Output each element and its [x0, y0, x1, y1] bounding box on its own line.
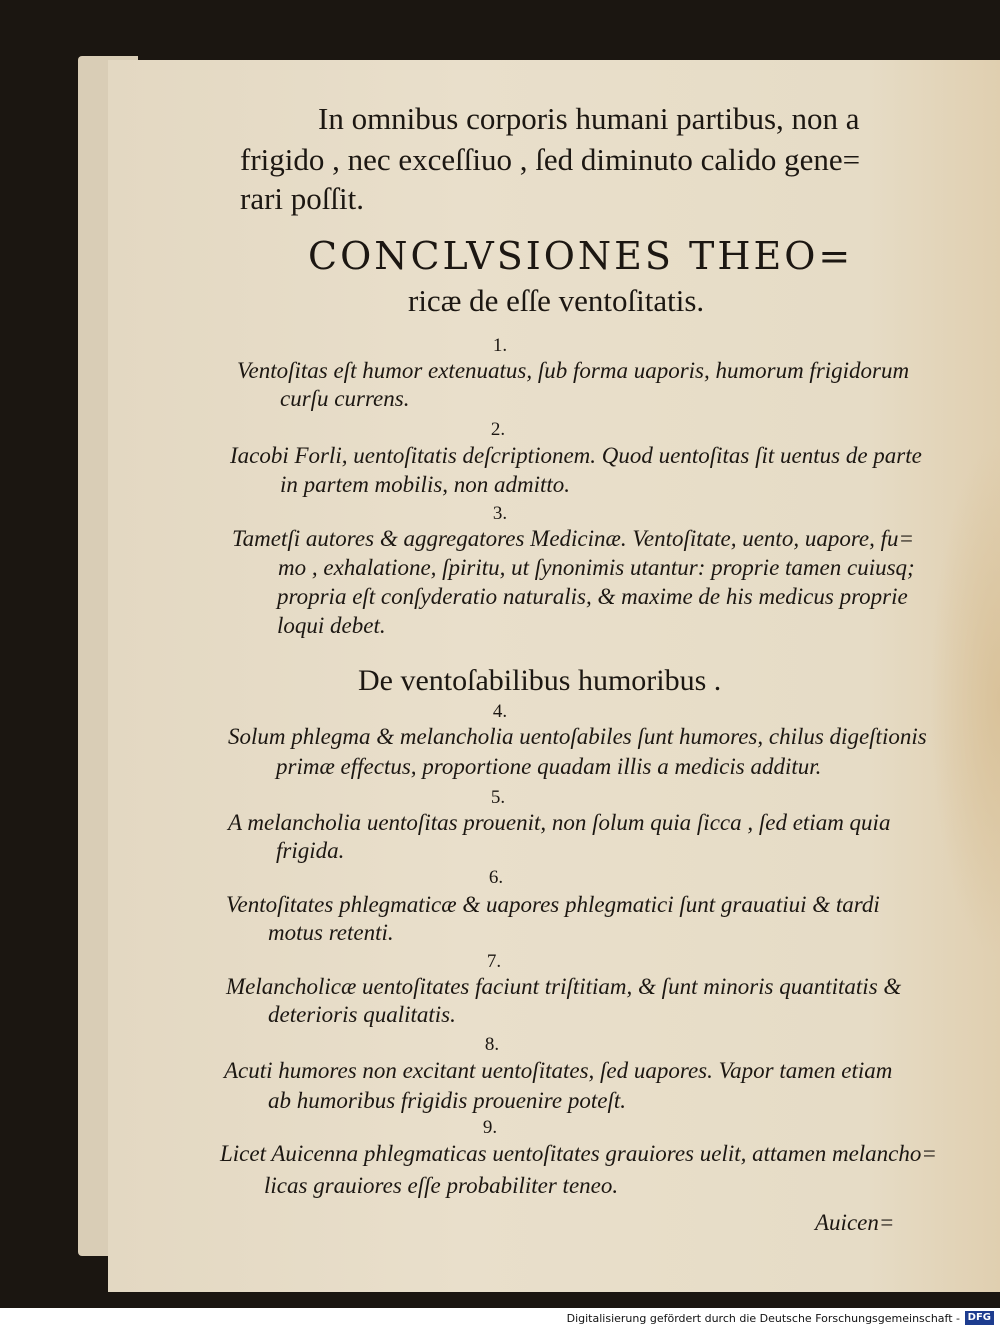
item-line: curſu currens.: [280, 386, 410, 411]
intro-line: rari poſſit.: [240, 181, 364, 216]
item-line: propria eſt conſyderatio naturalis, & maxime de his medicus proprie: [277, 584, 908, 609]
item-number: 3.: [492, 503, 508, 524]
footer-credit: Digitalisierung gefördert durch die Deutsche Forschungsgemeinschaft -: [566, 1312, 960, 1325]
item-line: Melancholicæ uentoſitates faciunt triſtitiam, & ſunt minoris quantitatis &: [226, 974, 902, 999]
item-number: 1.: [492, 335, 508, 356]
catchword: Auicen=: [815, 1210, 895, 1235]
item-number: 9.: [482, 1117, 498, 1138]
item-line: Solum phlegma & melancholia uentoſabiles ſunt humores, chilus digeſtionis: [228, 724, 927, 749]
intro-line: frigido , nec exceſſiuo , ſed diminuto calido gene=: [240, 142, 861, 177]
item-line: Acuti humores non excitant uentoſitates, ſed uapores. Vapor tamen etiam: [224, 1058, 893, 1083]
item-number: 7.: [486, 951, 502, 972]
item-line: in partem mobilis, non admitto.: [280, 472, 571, 497]
item-line: mo , exhalatione, ſpiritu, ut ſynonimis utantur: proprie tamen cuiusq;: [278, 555, 915, 580]
section-heading: CONCLVSIONES THEO=: [308, 234, 854, 278]
subheading: De ventoſabilibus humoribus .: [358, 664, 722, 697]
item-line: deterioris qualitatis.: [268, 1002, 456, 1027]
item-line: Iacobi Forli, uentoſitatis deſcriptionem. Quod uentoſitas ſit uentus de parte: [230, 443, 922, 468]
item-line: motus retenti.: [268, 920, 394, 945]
page-stain: [930, 440, 1000, 960]
item-number: 8.: [484, 1034, 500, 1055]
footer-bar: [0, 1308, 1000, 1330]
item-line: Licet Auicenna phlegmaticas uentoſitates grauiores uelit, attamen melancho=: [220, 1141, 937, 1166]
item-line: loqui debet.: [277, 613, 386, 638]
item-line: primæ effectus, proportione quadam illis a medicis additur.: [276, 754, 822, 779]
item-line: ab humoribus frigidis prouenire poteſt.: [268, 1088, 626, 1113]
item-line: licas grauiores eſſe probabiliter teneo.: [264, 1173, 619, 1198]
item-number: 4.: [492, 701, 508, 722]
item-number: 2.: [490, 419, 506, 440]
item-number: 6.: [488, 867, 504, 888]
section-heading-line2: ricæ de eſſe ventoſitatis.: [408, 283, 705, 318]
item-line: Ventoſitates phlegmaticæ & uapores phlegmatici ſunt grauatiui & tardi: [226, 892, 880, 917]
item-line: Tametſi autores & aggregatores Medicinæ. Ventoſitate, uento, uapore, fu=: [232, 526, 915, 551]
item-line: A melancholia uentoſitas prouenit, non ſolum quia ſicca , ſed etiam quia: [228, 810, 891, 835]
dfg-logo: DFG: [965, 1311, 994, 1325]
item-line: frigida.: [276, 838, 345, 863]
intro-line: In omnibus corporis humani partibus, non a: [318, 101, 860, 136]
item-line: Ventoſitas eſt humor extenuatus, ſub forma uaporis, humorum frigidorum: [237, 358, 910, 383]
item-number: 5.: [490, 787, 506, 808]
